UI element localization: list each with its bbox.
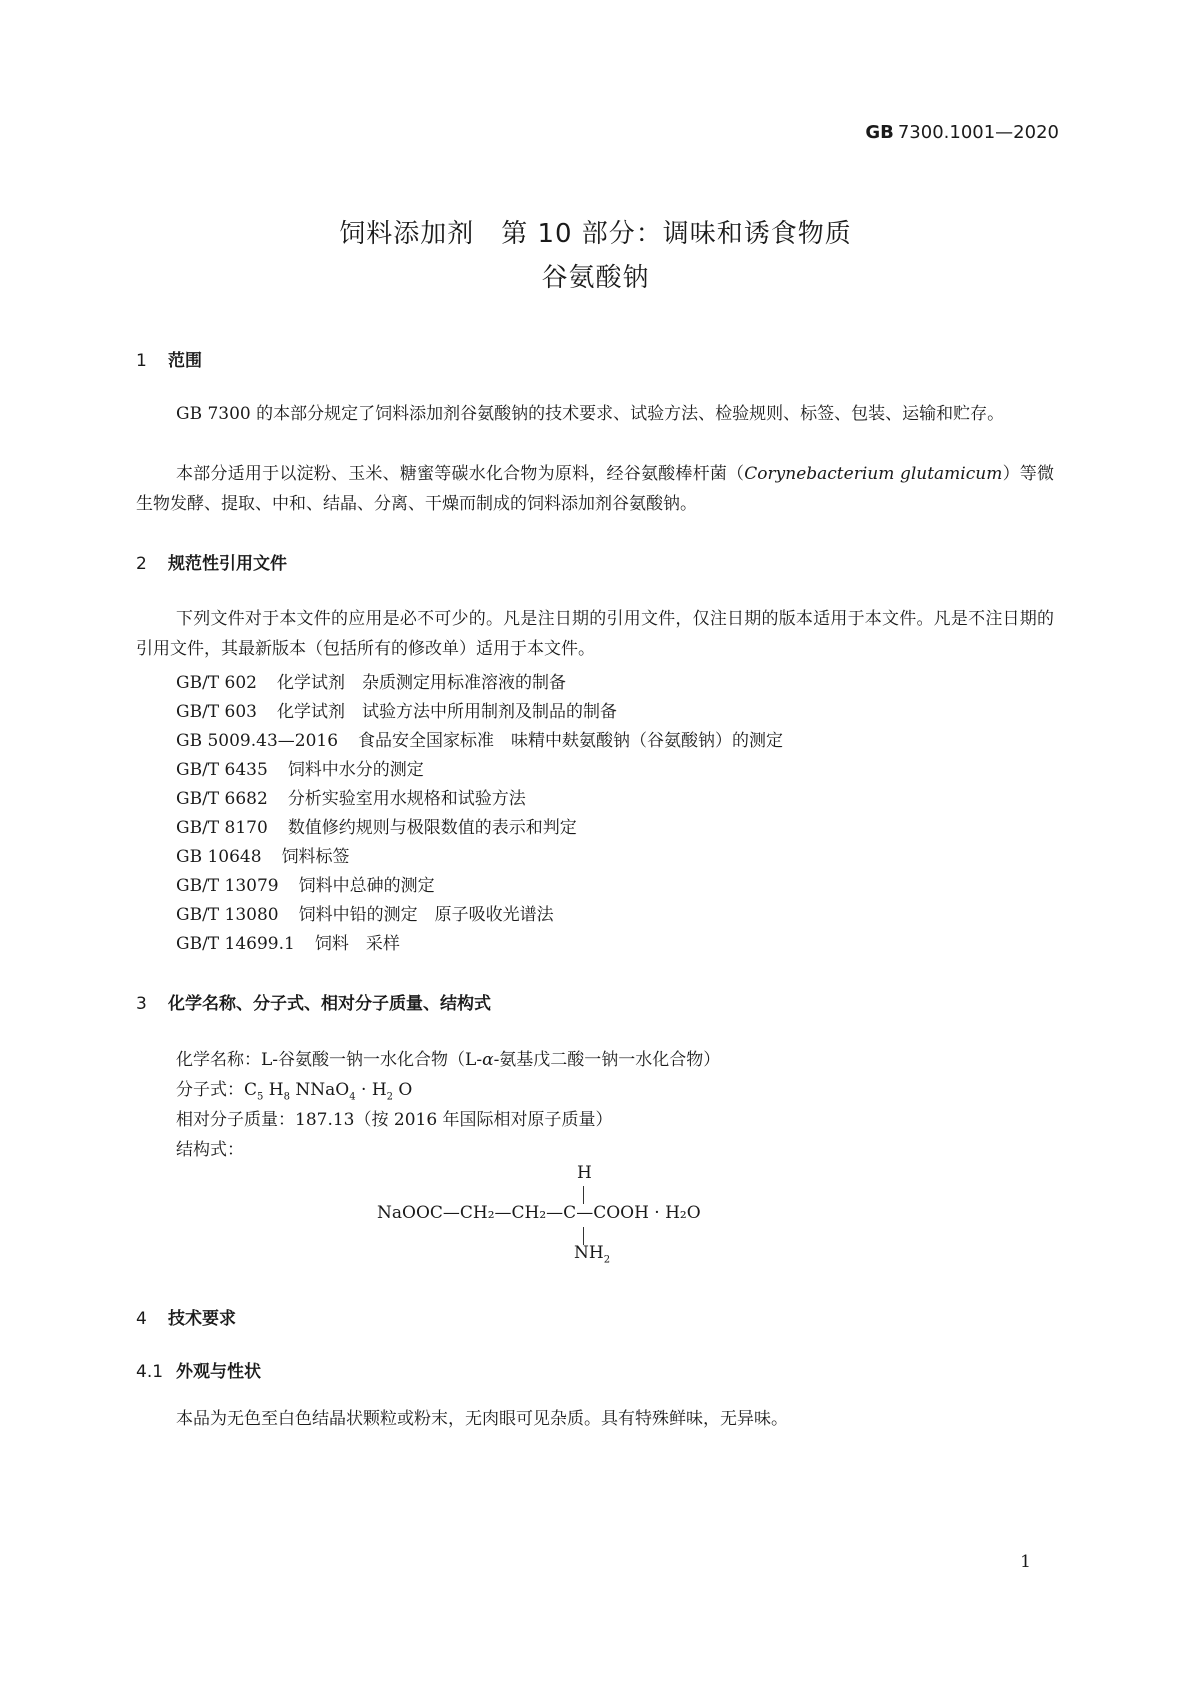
reference-item: GB/T 13079 饲料中总砷的测定 bbox=[176, 876, 435, 896]
molecular-mass: 相对分子质量：187.13（按 2016 年国际相对原子质量） bbox=[176, 1110, 613, 1130]
section-2-heading: 2 规范性引用文件 bbox=[136, 554, 287, 574]
structure-bond-top bbox=[583, 1186, 584, 1204]
structure-top-h: H bbox=[577, 1163, 592, 1183]
section-4-1-text: 本品为无色至白色结晶状颗粒或粉末，无肉眼可见杂质。具有特殊鲜味，无异味。 bbox=[176, 1409, 788, 1429]
document-subtitle: 谷氨酸钠 bbox=[541, 263, 650, 293]
structure-label: 结构式： bbox=[176, 1140, 244, 1160]
section-4-1-heading: 4.1 外观与性状 bbox=[136, 1362, 261, 1382]
structure-bottom-nh2: $NH_2$ bbox=[574, 1243, 611, 1266]
reference-item: GB/T 13080 饲料中铅的测定 原子吸收光谱法 bbox=[176, 905, 554, 925]
reference-item: GB 10648 饲料标签 bbox=[176, 847, 350, 867]
page-number: 1 bbox=[1020, 1552, 1031, 1572]
reference-item: GB/T 603 化学试剂 试验方法中所用制剂及制品的制备 bbox=[176, 702, 617, 722]
document-title: 饲料添加剂 第 10 部分：调味和诱食物质 bbox=[339, 219, 852, 249]
section-1-paragraph-2: 本部分适用于以淀粉、玉米、糖蜜等碳水化合物为原料，经谷氨酸棒杆菌（Corynebacterium glutamicum）等微生物发酵、提取、中和、结晶、分离、干燥而制成的饲料添加剂谷氨酸钠。 bbox=[136, 464, 1055, 514]
section-1-paragraph-1: GB 7300 的本部分规定了饲料添加剂谷氨酸钠的技术要求、试验方法、检验规则、标签、包装、运输和贮存。 bbox=[176, 404, 1005, 424]
section-4-heading: 4 技术要求 bbox=[136, 1309, 236, 1329]
reference-item: GB 5009.43—2016 食品安全国家标准 味精中麸氨酸钠（谷氨酸钠）的测定 bbox=[176, 731, 784, 751]
reference-item: GB/T 602 化学试剂 杂质测定用标准溶液的制备 bbox=[176, 673, 566, 693]
chemical-name: 化学名称：L-谷氨酸一钠一水化合物（L-α-氨基戊二酸一钠一水化合物） bbox=[176, 1050, 721, 1070]
reference-item: GB/T 8170 数值修约规则与极限数值的表示和判定 bbox=[176, 818, 577, 838]
section-3-heading: 3 化学名称、分子式、相对分子质量、结构式 bbox=[136, 994, 491, 1014]
structure-main-chain: NaOOC—CH₂—CH₂—C—COOH · H₂O bbox=[377, 1203, 701, 1223]
section-2-intro: 下列文件对于本文件的应用是必不可少的。凡是注日期的引用文件，仅注日期的版本适用于本文件。凡是不注日期的引用文件，其最新版本（包括所有的修改单）适用于本文件。 bbox=[136, 609, 1054, 659]
standard-number: GB 7300.1001—2020 bbox=[865, 122, 1059, 143]
reference-item: GB/T 6682 分析实验室用水规格和试验方法 bbox=[176, 789, 526, 809]
section-1-heading: 1 范围 bbox=[136, 351, 202, 371]
reference-item: GB/T 6435 饲料中水分的测定 bbox=[176, 760, 424, 780]
reference-item: GB/T 14699.1 饲料 采样 bbox=[176, 934, 400, 954]
molecular-formula: 分子式：$C_5$ $H_8$ NNaO$_4$ · $H_2$ O bbox=[176, 1080, 413, 1103]
